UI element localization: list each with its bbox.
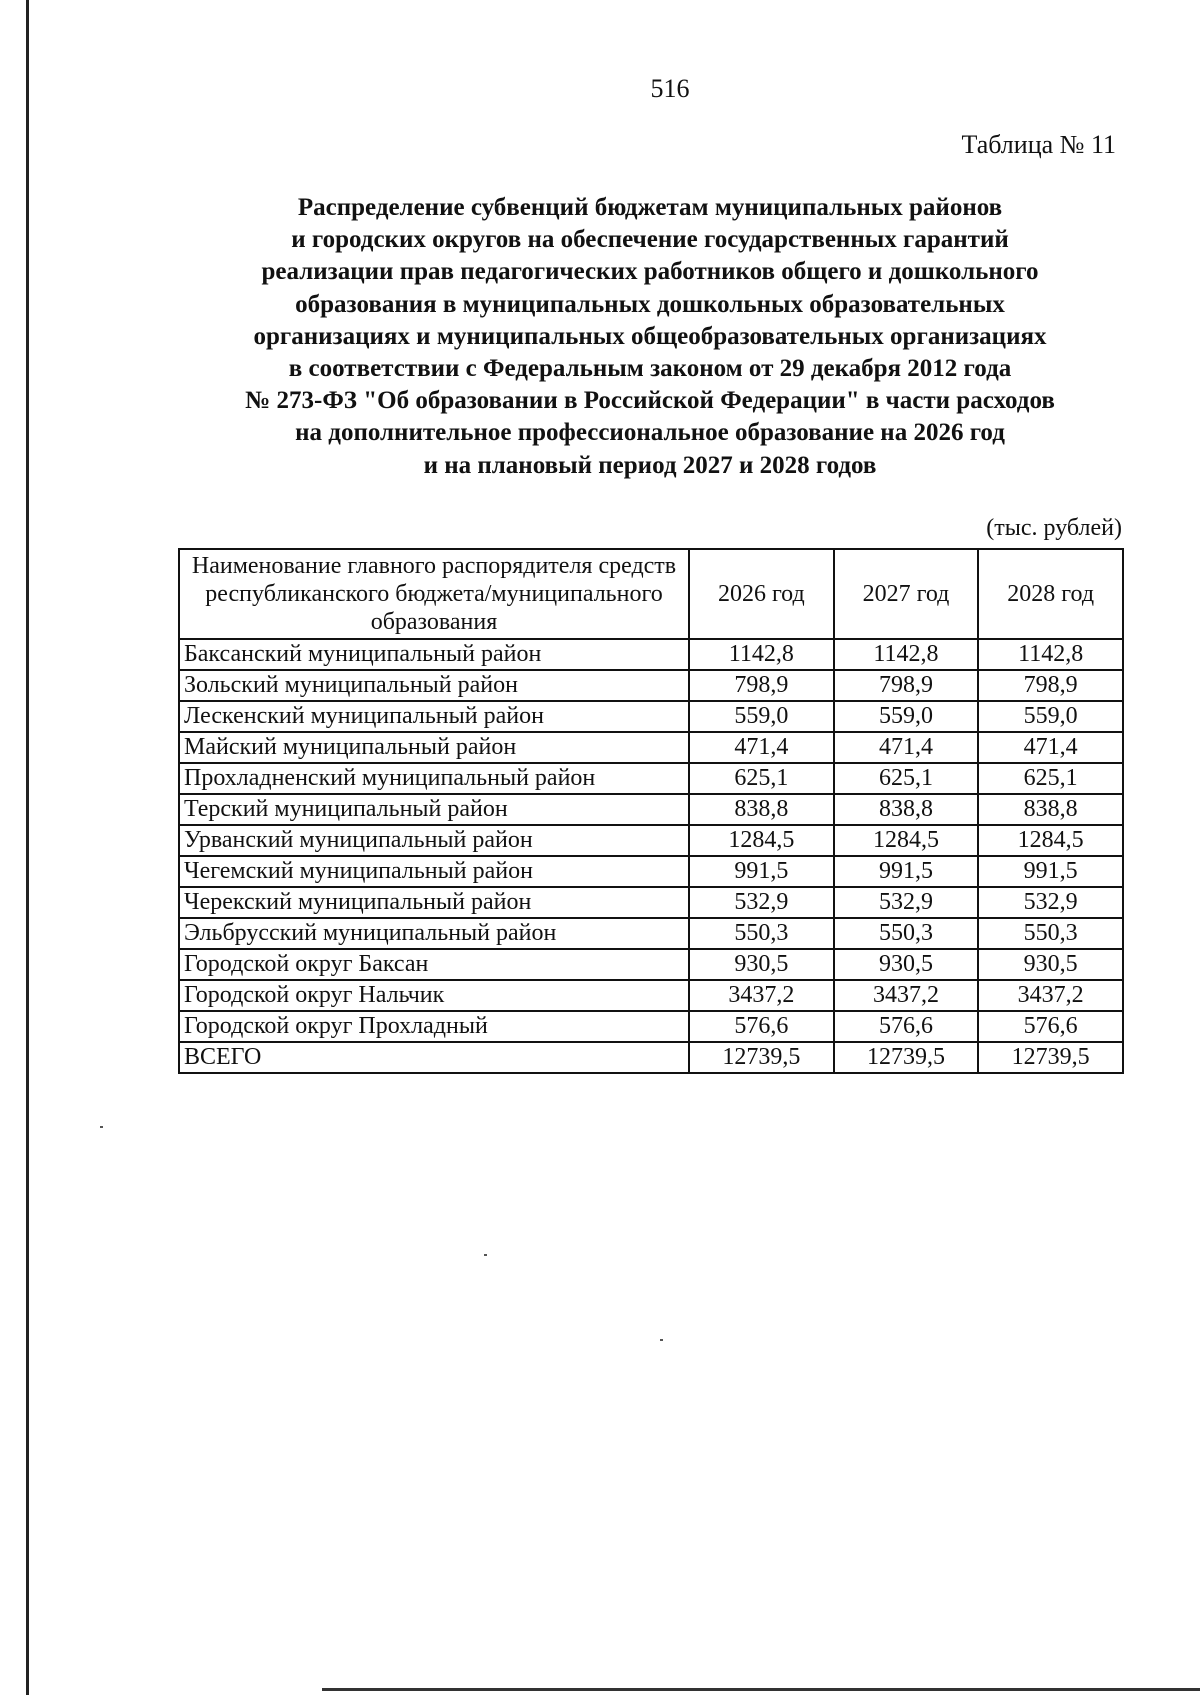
value-2026: 1142,8 — [689, 639, 834, 670]
scan-speck — [660, 1339, 663, 1341]
header-2026: 2026 год — [689, 549, 834, 639]
page-bottom-rule — [322, 1688, 1200, 1691]
value-2027: 930,5 — [834, 949, 979, 980]
table-row — [179, 856, 1123, 887]
table-row — [179, 918, 1123, 949]
value-2028: 559,0 — [978, 701, 1123, 732]
row-name: Майский муниципальный район — [179, 732, 689, 763]
table-header-row — [179, 549, 1123, 639]
table-row — [179, 825, 1123, 856]
row-name: Чегемский муниципальный район — [179, 856, 689, 887]
table-row — [179, 949, 1123, 980]
row-name: Урванский муниципальный район — [179, 825, 689, 856]
row-name: Эльбрусский муниципальный район — [179, 918, 689, 949]
title-line: и на плановый период 2027 и 2028 годов — [423, 451, 877, 479]
value-2028: 576,6 — [978, 1011, 1123, 1042]
total-2026: 12739,5 — [689, 1042, 834, 1073]
value-2026: 3437,2 — [689, 980, 834, 1011]
value-2027: 471,4 — [834, 732, 979, 763]
value-2028: 1142,8 — [978, 639, 1123, 670]
value-2028: 625,1 — [978, 763, 1123, 794]
title-line: реализации прав педагогических работников общего и дошкольного — [261, 258, 1039, 286]
title-line: организациях и муниципальных общеобразовательных организациях — [253, 322, 1047, 350]
value-2028: 3437,2 — [978, 980, 1123, 1011]
value-2026: 550,3 — [689, 918, 834, 949]
value-2028: 798,9 — [978, 670, 1123, 701]
title-line: № 273-ФЗ "Об образовании в Российской Федерации" в части расходов — [245, 387, 1055, 415]
table-total-row — [179, 1042, 1123, 1073]
value-2027: 798,9 — [834, 670, 979, 701]
value-2027: 838,8 — [834, 794, 979, 825]
row-name: Зольский муниципальный район — [179, 670, 689, 701]
value-2027: 532,9 — [834, 887, 979, 918]
value-2026: 471,4 — [689, 732, 834, 763]
value-2027: 3437,2 — [834, 980, 979, 1011]
page-left-border — [26, 0, 29, 1695]
table-row — [179, 980, 1123, 1011]
value-2027: 550,3 — [834, 918, 979, 949]
value-2027: 576,6 — [834, 1011, 979, 1042]
row-name: Прохладненский муниципальный район — [179, 763, 689, 794]
value-2026: 930,5 — [689, 949, 834, 980]
value-2028: 1284,5 — [978, 825, 1123, 856]
value-2027: 559,0 — [834, 701, 979, 732]
value-2026: 559,0 — [689, 701, 834, 732]
table-row — [179, 732, 1123, 763]
table-row — [179, 887, 1123, 918]
value-2026: 625,1 — [689, 763, 834, 794]
row-name: Лескенский муниципальный район — [179, 701, 689, 732]
table-row — [179, 701, 1123, 732]
table-row — [179, 763, 1123, 794]
value-2026: 1284,5 — [689, 825, 834, 856]
value-2027: 1142,8 — [834, 639, 979, 670]
value-2028: 550,3 — [978, 918, 1123, 949]
row-name: Баксанский муниципальный район — [179, 639, 689, 670]
header-name: Наименование главного распорядителя средств республиканского бюджета/муниципального образования — [179, 549, 689, 639]
title-line: Распределение субвенций бюджетам муниципальных районов — [297, 194, 1003, 221]
row-name: Терский муниципальный район — [179, 794, 689, 825]
value-2027: 625,1 — [834, 763, 979, 794]
value-2028: 930,5 — [978, 949, 1123, 980]
title-line: на дополнительное профессиональное образование на 2026 год — [295, 419, 1005, 447]
value-2026: 576,6 — [689, 1011, 834, 1042]
value-2027: 991,5 — [834, 856, 979, 887]
value-2026: 798,9 — [689, 670, 834, 701]
row-name: Городской округ Баксан — [179, 949, 689, 980]
table-label: Таблица № 11 — [961, 130, 1116, 159]
total-2028: 12739,5 — [978, 1042, 1123, 1073]
scan-speck — [100, 1126, 103, 1128]
scan-speck — [484, 1254, 487, 1256]
page-number: 516 — [650, 74, 690, 103]
value-2026: 991,5 — [689, 856, 834, 887]
total-label: ВСЕГО — [179, 1042, 689, 1073]
header-2027: 2027 год — [834, 549, 979, 639]
value-2026: 532,9 — [689, 887, 834, 918]
units-note: (тыс. рублей) — [986, 515, 1122, 541]
table-row — [179, 639, 1123, 670]
table-row — [179, 1011, 1123, 1042]
table-row — [179, 670, 1123, 701]
value-2028: 991,5 — [978, 856, 1123, 887]
value-2028: 471,4 — [978, 732, 1123, 763]
value-2026: 838,8 — [689, 794, 834, 825]
row-name: Черекский муниципальный район — [179, 887, 689, 918]
value-2027: 1284,5 — [834, 825, 979, 856]
title-line: в соответствии с Федеральным законом от 29 декабря 2012 года — [288, 355, 1012, 383]
subvention-table — [178, 548, 1124, 1074]
value-2028: 532,9 — [978, 887, 1123, 918]
header-2028: 2028 год — [978, 549, 1123, 639]
total-2027: 12739,5 — [834, 1042, 979, 1073]
title-line: и городских округов на обеспечение государственных гарантий — [291, 226, 1009, 254]
row-name: Городской округ Прохладный — [179, 1011, 689, 1042]
title-line: образования в муниципальных дошкольных образовательных — [295, 290, 1005, 318]
document-title — [150, 192, 1150, 482]
row-name: Городской округ Нальчик — [179, 980, 689, 1011]
value-2028: 838,8 — [978, 794, 1123, 825]
table-row — [179, 794, 1123, 825]
